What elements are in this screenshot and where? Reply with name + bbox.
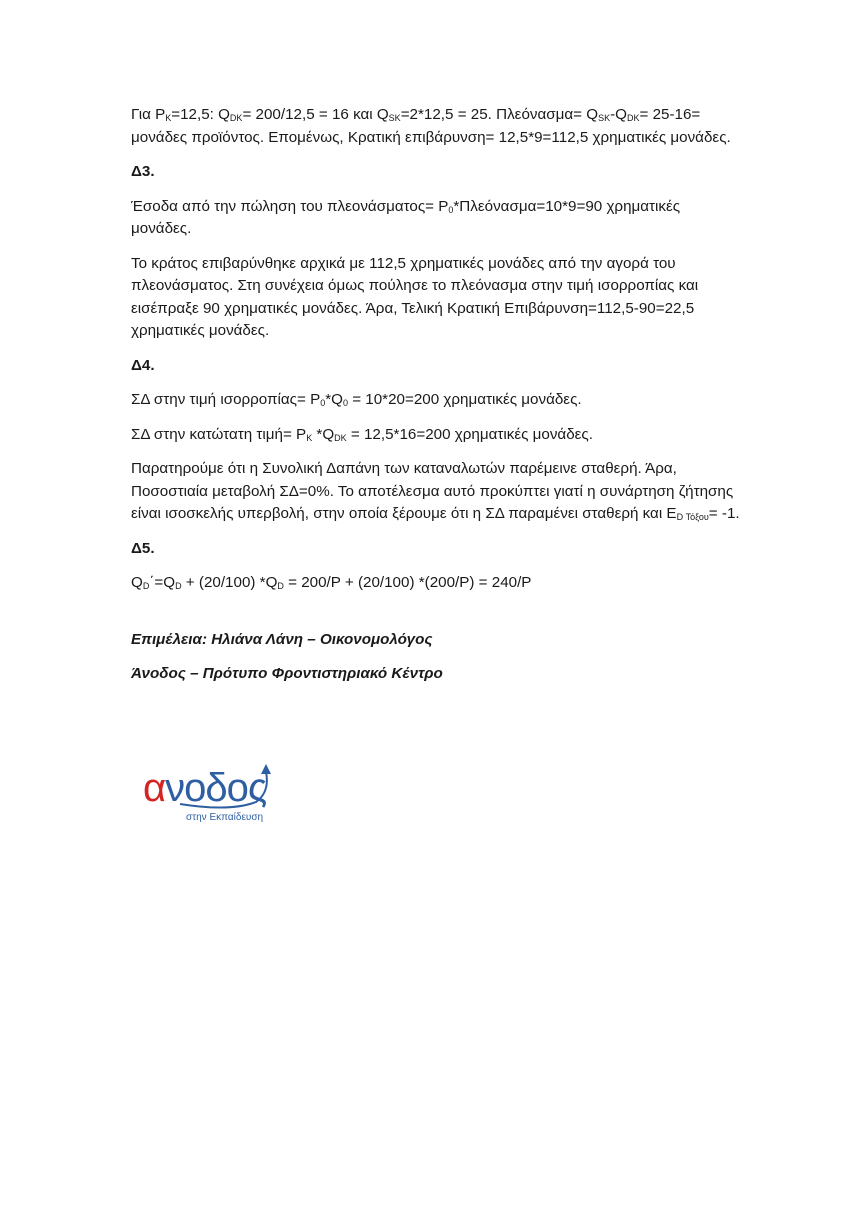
text: *Q xyxy=(312,425,335,443)
subscript: D Τόξου xyxy=(676,512,709,522)
subscript: DK xyxy=(334,432,347,443)
text: = 25-16= xyxy=(639,106,701,123)
text: Παρατηρούμε ότι η Συνολική Δαπάνη των καταναλωτών παρέμεινε σταθερή. Άρα, Ποσοστιαία μεταβολή ΣΔ=0%. Το αποτέλεσμα αυτό προκύπτει γιατί η συνάρτηση ζήτησης είναι ισοσκελής υπερβολή, στην οποία ξέρουμε ότι η ΣΔ παραμένει σταθερή και E xyxy=(131,460,734,522)
paragraph-d2-calc xyxy=(131,104,741,149)
text: ΄=Q xyxy=(149,574,176,591)
subscript: DK xyxy=(626,113,640,123)
text: Έσοδα από την πώληση του πλεονάσματος= P xyxy=(131,197,449,215)
logo-tagline: στην Εκπαίδευση xyxy=(186,812,264,823)
text: + (20/100) *Q xyxy=(181,574,278,591)
subscript: D xyxy=(277,581,284,591)
text: *Q xyxy=(325,391,343,408)
section-heading-d3: Δ3. xyxy=(131,163,155,180)
subscript: D xyxy=(175,581,182,591)
paragraph-d5-formula xyxy=(131,572,741,595)
text: *Πλεόνασμα=10*9=90 χρηματικές μονάδες. xyxy=(131,197,681,237)
subscript: 0 xyxy=(342,398,348,408)
logo-word-rest: νοδος xyxy=(165,766,267,810)
text: = 12,5*16=200 χρηματικές μονάδες. xyxy=(346,425,593,443)
text: = 200/12,5 = 16 και Q xyxy=(242,106,389,123)
subscript: D xyxy=(142,581,150,591)
paragraph-d3-burden: Το κράτος επιβαρύνθηκε αρχικά με 112,5 χρηματικές μονάδες από την αγορά του πλεονάσματος. Στη συνέχεια όμως πούλησε το πλεόνασμα στην τιμή ισορροπίας και εισέπραξε 90 χρηματικές μονάδες. Άρα, Τελική Κρατική Επιβάρυνση=112,5-90=22,5 χρηματικές μονάδες. xyxy=(131,254,699,339)
credit-center: Άνοδος – Πρότυπο Φροντιστηριακό Κέντρο xyxy=(131,665,443,682)
section-heading-d4: Δ4. xyxy=(131,356,155,374)
subscript: SK xyxy=(598,113,611,123)
logo-letter-alpha: α xyxy=(143,766,166,810)
paragraph-d3-revenue xyxy=(131,196,741,241)
subscript: DK xyxy=(229,113,243,123)
text: =12,5: Q xyxy=(171,106,230,123)
logo-wordmark xyxy=(143,766,266,811)
subscript: 0 xyxy=(448,204,454,215)
text: = 200/P + (20/100) *(200/P) = 240/P xyxy=(283,574,532,591)
subscript: SK xyxy=(388,113,401,123)
text: ΣΔ στην κατώτατη τιμή= P xyxy=(131,425,307,443)
paragraph-d4-conclusion xyxy=(131,458,741,526)
subscript: K xyxy=(165,113,172,123)
text: Για P xyxy=(131,106,166,123)
subscript: 0 xyxy=(320,398,326,408)
section-heading-d5: Δ5. xyxy=(131,539,155,557)
text: -Q xyxy=(610,106,627,123)
credit-author: Επιμέλεια: Ηλιάνα Λάνη – Οικονομολόγος xyxy=(131,630,433,648)
paragraph-d4-floor xyxy=(131,424,741,447)
text: = -1. xyxy=(708,505,740,522)
spacer xyxy=(131,607,741,629)
text: ΣΔ στην τιμή ισορροπίας= P xyxy=(131,391,321,408)
text: μονάδες προϊόντος. Επομένως, Κρατική επιβάρυνση= 12,5*9=112,5 χρηματικές μονάδες. xyxy=(131,128,731,146)
anodos-logo xyxy=(140,760,280,830)
text: = 10*20=200 χρηματικές μονάδες. xyxy=(347,391,582,408)
paragraph-d4-equilibrium xyxy=(131,389,741,412)
text: =2*12,5 = 25. Πλεόνασμα= Q xyxy=(400,106,599,123)
document-body xyxy=(131,104,741,698)
text: Q xyxy=(131,574,143,591)
subscript: K xyxy=(306,432,313,443)
